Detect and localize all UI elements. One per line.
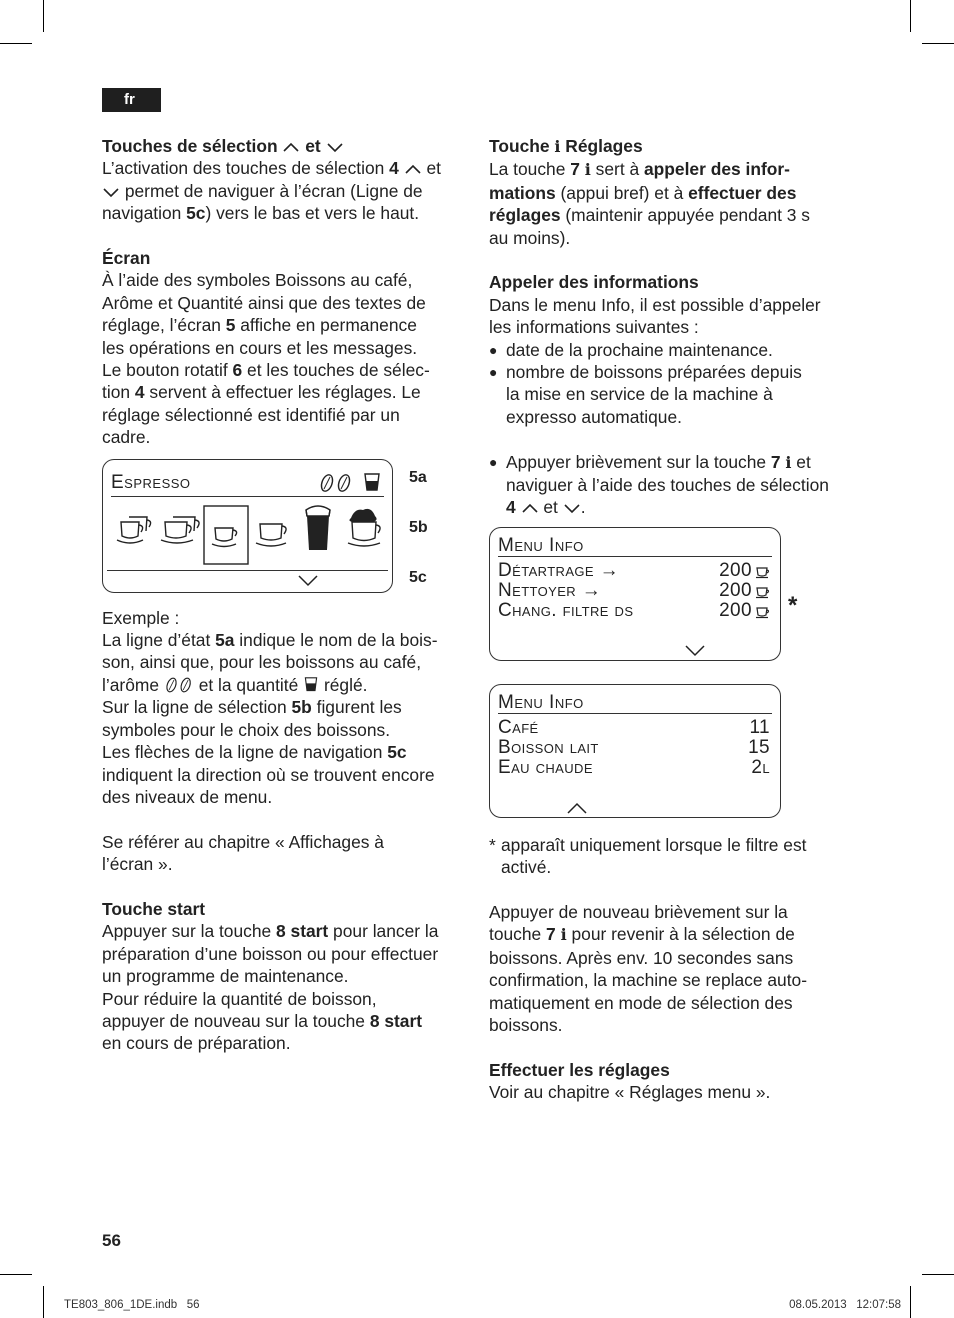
paragraph-line: Appuyer sur la touche 8 start pour lancer la [102, 921, 439, 942]
crop-mark [0, 1274, 32, 1275]
display-title: Menu Info [498, 535, 772, 557]
cup-icon [755, 605, 771, 619]
paragraph-line: permet de naviguer à l’écran (Ligne de [102, 180, 467, 202]
crop-mark [0, 43, 32, 44]
paragraph-line: touche 7 i pour revenir à la sélection de [489, 924, 795, 945]
menu-info-display-2 [489, 684, 781, 818]
crop-mark [43, 0, 44, 32]
paragraph-line: les informations suivantes : [489, 317, 699, 338]
paragraph-line: symboles pour le choix des boissons. [102, 719, 391, 740]
menu-info-display-1 [489, 527, 781, 661]
paragraph-line: La ligne d’état 5a indique le nom de la bois- [102, 630, 438, 651]
paragraph-line: matiquement en mode de sélection des [489, 992, 793, 1013]
right-column [489, 135, 855, 1104]
display-row: Eau chaude 2l [498, 756, 770, 778]
double-coffee-cup-icon [117, 517, 151, 543]
quantity-icon [303, 676, 319, 694]
paragraph-line: L’activation des touches de sélection 4 et [102, 158, 441, 179]
footer-file: TE803_806_1DE.indb 56 [64, 1299, 200, 1311]
left-column [102, 135, 467, 1055]
section-title-info: Appeler des informations [489, 272, 699, 293]
display-title: Menu Info [498, 692, 772, 714]
display-row: Boisson lait 15 [498, 736, 770, 758]
info-icon: i [554, 137, 561, 156]
status-line [111, 472, 384, 497]
paragraph-line: Se référer au chapitre « Affichages à [102, 831, 384, 852]
paragraph-line: Arôme et Quantité ainsi que des textes de [102, 292, 426, 313]
crop-mark [922, 1274, 954, 1275]
paragraph-line: cadre. [102, 427, 151, 448]
paragraph-line: son, ainsi que, pour les boissons au café, [102, 652, 422, 673]
espresso-cup-icon [212, 528, 237, 547]
paragraph-line: au moins). [489, 227, 571, 248]
display-row: Café 11 [498, 716, 770, 738]
label-5a: 5a [409, 468, 427, 486]
paragraph-line: Dans le menu Info, il est possible d’appeler [489, 294, 821, 315]
cup-icon [755, 585, 771, 599]
paragraph-line: réglage sélectionné est identifié par un [102, 404, 400, 425]
paragraph-line: un programme de maintenance. [102, 966, 349, 987]
coffee-cups-selection [103, 502, 394, 568]
navigation-line [107, 570, 388, 571]
section-title-info-key: Touche i Réglages [489, 136, 643, 156]
selection-frame [204, 506, 248, 564]
aroma-icon [318, 473, 354, 493]
section-title-ecran: Écran [102, 248, 151, 269]
paragraph-line: Le bouton rotatif 6 et les touches de sélec- [102, 360, 430, 381]
espresso-display [102, 459, 393, 593]
paragraph-line: tion 4 servent à effectuer les réglages. Le [102, 382, 421, 403]
display-row: Nettoyer → 200 [498, 581, 774, 601]
section-title-start: Touche start [102, 898, 206, 919]
crop-mark [922, 43, 954, 44]
list-item: ● date de la prochaine maintenance. [489, 339, 855, 361]
language-tab: fr [102, 88, 161, 112]
info-list [489, 339, 855, 429]
paragraph-line: réglage, l’écran 5 affiche en permanence [102, 315, 417, 336]
chevron-down-icon [326, 140, 344, 154]
chevron-up-icon [404, 162, 422, 176]
chevron-down-icon [297, 574, 319, 588]
cappuccino-icon [348, 509, 380, 546]
paragraph-line: préparation d’une boisson ou pour effectuer [102, 943, 439, 964]
paragraph-line: confirmation, la machine se replace auto- [489, 970, 808, 991]
section-title-selection-keys: Touches de sélection et [102, 135, 467, 157]
paragraph-line: La touche 7 i sert à appeler des infor- [489, 159, 790, 180]
chevron-down-icon [563, 501, 581, 515]
drink-name: Espresso [111, 471, 191, 493]
latte-glass-icon [306, 506, 330, 550]
paragraph-line: boissons. Après env. 10 secondes sans [489, 947, 794, 968]
paragraph-line: appuyer de nouveau sur la touche 8 start [102, 1010, 423, 1031]
display-row: Chang. filtre ds 200 [498, 601, 774, 621]
instruction-list [489, 451, 855, 519]
chevron-down-icon [102, 185, 120, 199]
paragraph-line: À l’aide des symboles Boissons au café, [102, 270, 413, 291]
label-5c: 5c [409, 568, 427, 586]
paragraph-line: indiquent la direction où se trouvent encore [102, 764, 435, 785]
paragraph-line: Appuyer de nouveau brièvement sur la [489, 902, 788, 923]
paragraph-line: Sur la ligne de sélection 5b figurent les [102, 697, 402, 718]
chevron-up-icon [282, 140, 300, 154]
crop-mark [43, 1286, 44, 1318]
footnote: * apparaît uniquement lorsque le filtre est activé. [489, 834, 807, 878]
paragraph-line: Les flèches de la ligne de navigation 5c [102, 742, 407, 763]
double-mug-icon [161, 517, 199, 543]
list-item: ● nombre de boissons préparées depuis la mise en service de la machine à expresso automatique. [489, 361, 855, 428]
paragraph-line: l’écran ». [102, 854, 173, 875]
coffee-cup-icon [256, 524, 286, 546]
crop-mark [910, 0, 911, 32]
paragraph-line: les opérations en cours et les messages. [102, 337, 418, 358]
paragraph-line: boissons. [489, 1015, 563, 1036]
quantity-icon [362, 472, 382, 494]
crop-mark [910, 1286, 911, 1318]
asterisk-mark: * [788, 591, 798, 619]
paragraph-line: Pour réduire la quantité de boisson, [102, 988, 377, 1009]
paragraph-line: en cours de préparation. [102, 1033, 291, 1054]
chevron-up-icon [521, 501, 539, 515]
paragraph-line: réglages (maintenir appuyée pendant 3 s [489, 205, 810, 226]
paragraph-line: mations (appui bref) et à effectuer des [489, 182, 797, 203]
aroma-icon [164, 676, 194, 694]
paragraph-line: navigation 5c) vers le bas et vers le haut. [102, 203, 420, 224]
paragraph-line: des niveaux de menu. [102, 786, 273, 807]
chevron-down-icon [684, 644, 706, 658]
info-icon: i [785, 452, 792, 472]
footer-date: 08.05.2013 12:07:58 [789, 1299, 901, 1311]
paragraph-line: Voir au chapitre « Réglages menu ». [489, 1082, 771, 1103]
paragraph-line: Exemple : [102, 607, 180, 628]
label-5b: 5b [409, 518, 428, 536]
section-title-settings: Effectuer les réglages [489, 1059, 670, 1080]
page-number: 56 [102, 1231, 121, 1250]
list-item: ● Appuyer brièvement sur la touche 7 i et naviguer à l’aide des touches de sélection 4 et . [489, 451, 855, 519]
info-icon: i [584, 160, 591, 180]
paragraph-line: l’arôme et la quantité réglé. [102, 674, 368, 695]
info-icon: i [560, 925, 567, 945]
cup-icon [755, 565, 771, 579]
chevron-up-icon [566, 801, 588, 815]
display-row: Détartrage → 200 [498, 561, 774, 581]
